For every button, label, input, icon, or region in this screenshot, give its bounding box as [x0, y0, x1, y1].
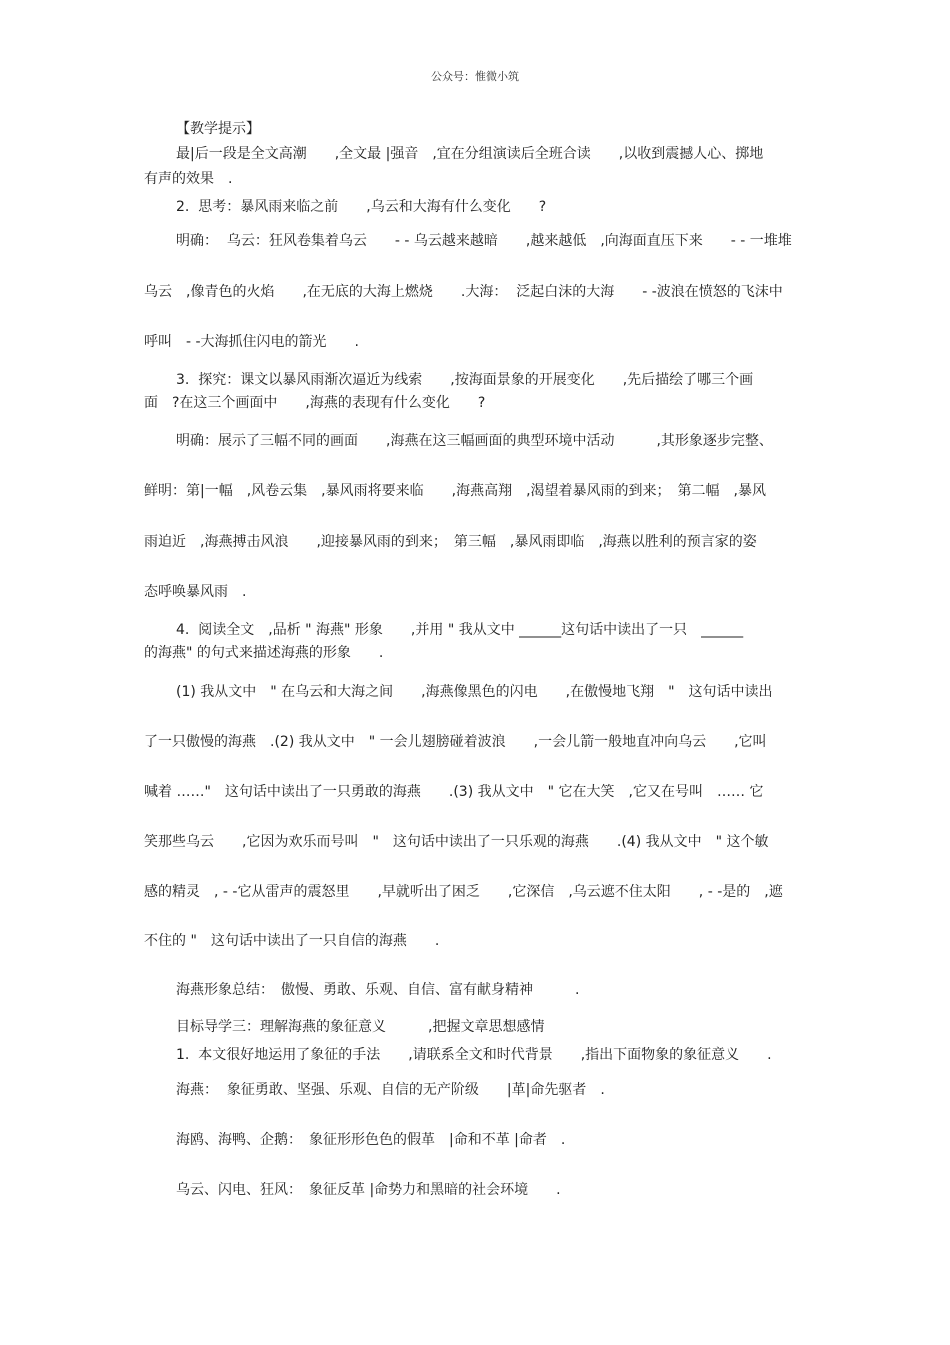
question-1: 1. 本文很好地运用了象征的手法 ,请联系全文和时代背景 ,指出下面物象的象征意义 . — [176, 1047, 772, 1063]
paragraph-line: 雨迫近 ,海燕搏击风浪 ,迎接暴风雨的到来； 第三幅 ,暴风雨即临 ,海燕以胜利的预言家的姿 — [144, 534, 757, 550]
paragraph-line: 面 ?在这三个画面中 ,海燕的表现有什么变化 ? — [144, 395, 486, 411]
paragraph-line: 有声的效果 . — [144, 171, 233, 187]
symbol-line: 海鸥、海鸭、企鹅： 象征形形色色的假革 |命和不革 |命者 . — [176, 1132, 566, 1148]
section-heading: 目标导学三：理解海燕的象征意义 ,把握文章思想感情 — [176, 1019, 545, 1035]
question-2: 2. 思考：暴风雨来临之前 ,乌云和大海有什么变化 ? — [176, 199, 547, 215]
paragraph-line: 呼叫 - -大海抓住闪电的箭光 . — [144, 334, 360, 350]
paragraph-line: (1) 我从文中 " 在乌云和大海之间 ,海燕像黑色的闪电 ,在傲慢地飞翔 " 这句话中读出 — [176, 684, 773, 700]
teaching-tip-heading: 【教学提示】 — [176, 121, 260, 137]
symbol-line: 海燕： 象征勇敢、坚强、乐观、自信的无产阶级 |革|命先驱者 . — [176, 1082, 605, 1098]
symbol-line: 乌云、闪电、狂风： 象征反革 |命势力和黑暗的社会环境 . — [176, 1182, 561, 1198]
paragraph-line: 感的精灵 , - -它从雷声的震怒里 ,早就听出了困乏 ,它深信 ,乌云遮不住太阳 , - -是的 ,遮 — [144, 884, 783, 900]
paragraph-line: 了一只傲慢的海燕 .(2) 我从文中 " 一会儿翅膀碰着波浪 ,一会儿箭一般地直冲向乌云 ,它叫 — [144, 734, 767, 750]
question-4: 4. 阅读全文 ,品析 " 海燕" 形象 ,并用 " 我从文中 ______这句话中读出了一只 ______ — [176, 622, 744, 638]
paragraph-line: 鲜明：第|一幅 ,风卷云集 ,暴风雨将要来临 ,海燕高翔 ,渴望着暴风雨的到来； 第二幅 ,暴风 — [144, 483, 766, 499]
summary-line: 海燕形象总结： 傲慢、勇敢、乐观、自信、富有献身精神 . — [176, 982, 580, 998]
paragraph-line: 明确： 乌云：狂风卷集着乌云 - - 乌云越来越暗 ,越来越低 ,向海面直压下来 - - 一堆堆 — [176, 233, 792, 249]
paragraph-line: 明确：展示了三幅不同的画面 ,海燕在这三幅画面的典型环境中活动 ,其形象逐步完整、 — [176, 433, 773, 449]
paragraph-line: 态呼唤暴风雨 . — [144, 584, 247, 600]
page-header: 公众号：惟微小筑 — [431, 70, 519, 83]
paragraph-line: 乌云 ,像青色的火焰 ,在无底的大海上燃烧 .大海： 泛起白沫的大海 - -波浪在愤怒的飞沫中 — [144, 284, 783, 300]
paragraph-line: 喊着 ……" 这句话中读出了一只勇敢的海燕 .(3) 我从文中 " 它在大笑 ,它又在号叫 …… 它 — [144, 784, 764, 800]
paragraph-line: 最|后一段是全文高潮 ,全文最 |强音 ,宜在分组演读后全班合读 ,以收到震撼人心、掷地 — [176, 146, 764, 162]
paragraph-line: 不住的 " 这句话中读出了一只自信的海燕 . — [144, 933, 440, 949]
question-3: 3. 探究：课文以暴风雨渐次逼近为线索 ,按海面景象的开展变化 ,先后描绘了哪三个画 — [176, 372, 754, 388]
paragraph-line: 笑那些乌云 ,它因为欢乐而号叫 " 这句话中读出了一只乐观的海燕 .(4) 我从文中 " 这个敏 — [144, 834, 769, 850]
paragraph-line: 的海燕" 的句式来描述海燕的形象 . — [144, 645, 384, 661]
